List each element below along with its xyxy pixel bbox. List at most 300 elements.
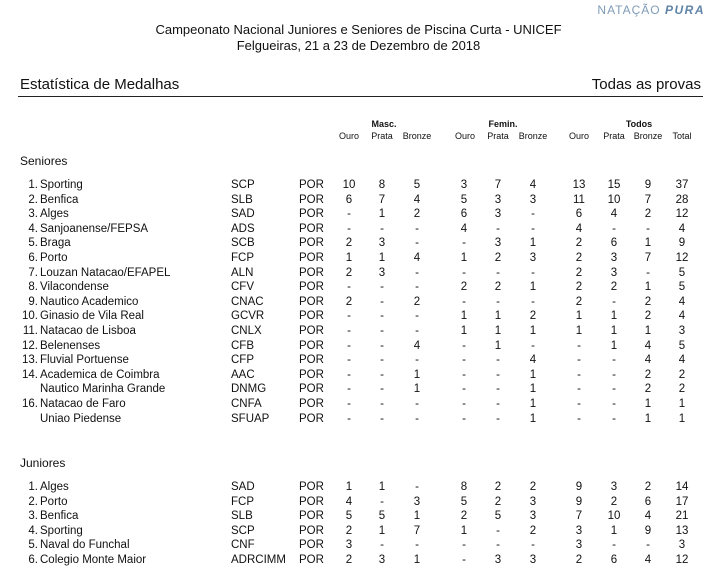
- country-cell: POR: [299, 554, 324, 566]
- medal-count-cell-t-p: -: [612, 368, 616, 381]
- medal-count-cell-t-p: -: [612, 412, 616, 425]
- medal-count-cell-f-p: 1: [494, 339, 502, 352]
- medal-count-cell-t-b: 2: [644, 295, 652, 308]
- medal-count-cell-m-o: 5: [345, 510, 353, 523]
- medal-count-cell-f-p: -: [496, 412, 500, 425]
- table-row: [0, 267, 717, 281]
- rank-cell: 8.: [28, 281, 38, 294]
- medal-count-cell-t-b: 4: [644, 354, 652, 367]
- medal-count-cell-t-b: 1: [644, 325, 652, 337]
- medal-count-cell-f-o: 2: [460, 510, 468, 523]
- table-row: [0, 481, 717, 495]
- club-code-cell: DNMG: [231, 383, 267, 396]
- medal-count-cell-f-b: 3: [529, 252, 537, 264]
- medal-count-cell-f-p: -: [496, 398, 500, 410]
- medal-count-cell-t-b: 9: [644, 179, 652, 191]
- table-row: [0, 179, 717, 193]
- club-name-cell: Uniao Piedense: [40, 412, 122, 425]
- col-header-masc-ouro: Ouro: [338, 131, 359, 141]
- medal-count-cell-m-b: -: [415, 412, 419, 425]
- medal-count-cell-t-b: 4: [644, 554, 652, 566]
- col-header-todos-ouro: Ouro: [568, 131, 589, 141]
- club-code-cell: SCP: [231, 524, 255, 537]
- medal-count-cell-m-b: 7: [413, 524, 421, 537]
- country-cell: POR: [299, 325, 324, 337]
- medal-count-cell-t-b: 2: [644, 310, 652, 323]
- medal-count-cell-f-p: -: [496, 354, 500, 367]
- club-code-cell: FCP: [231, 495, 254, 508]
- table-row: [0, 354, 717, 368]
- club-name-cell: Sporting: [40, 524, 83, 537]
- medal-count-cell-m-b: -: [415, 539, 419, 552]
- country-cell: POR: [299, 310, 324, 323]
- medal-count-cell-t-o: 11: [573, 193, 585, 206]
- club-code-cell: SFUAP: [231, 412, 270, 425]
- medal-count-cell-f-b: -: [531, 539, 535, 552]
- country-cell: POR: [299, 481, 324, 493]
- medal-count-cell-f-p: 2: [494, 495, 502, 508]
- medal-count-cell-m-p: 1: [378, 524, 386, 537]
- medal-count-cell-f-o: 5: [460, 495, 468, 508]
- medal-count-cell-m-p: -: [380, 222, 384, 235]
- medal-count-cell-m-p: -: [380, 339, 384, 352]
- medal-count-cell-f-o: 3: [460, 179, 468, 191]
- medal-count-cell-total: 1: [678, 398, 686, 410]
- medal-count-cell-f-o: -: [462, 398, 466, 410]
- medal-count-cell-f-p: 2: [494, 252, 502, 264]
- medal-count-cell-f-p: 3: [494, 193, 502, 206]
- country-cell: POR: [299, 524, 324, 537]
- medal-count-cell-f-o: 2: [460, 281, 468, 294]
- country-cell: POR: [299, 398, 324, 410]
- medal-count-cell-f-b: -: [531, 339, 535, 352]
- medal-count-cell-t-p: -: [612, 295, 616, 308]
- medal-count-cell-t-o: 2: [575, 237, 583, 250]
- country-cell: POR: [299, 193, 324, 206]
- club-code-cell: CFB: [231, 339, 254, 352]
- medal-count-cell-f-p: -: [496, 539, 500, 552]
- club-name-cell: Nautico Academico: [40, 295, 139, 308]
- medal-count-cell-f-p: 5: [494, 510, 502, 523]
- medal-count-cell-m-p: 1: [378, 252, 386, 264]
- medal-count-cell-t-o: 1: [575, 310, 583, 323]
- col-header-todos-bronze: Bronze: [633, 131, 663, 141]
- medal-count-cell-t-p: 3: [610, 266, 618, 279]
- medal-count-cell-m-o: -: [347, 339, 351, 352]
- rank-cell: 1.: [28, 179, 38, 191]
- medal-count-cell-f-o: 6: [460, 208, 468, 221]
- medal-count-cell-f-o: -: [462, 354, 466, 367]
- club-code-cell: GCVR: [231, 310, 265, 323]
- medal-count-cell-f-p: 2: [494, 281, 502, 294]
- medal-count-cell-t-o: -: [577, 354, 581, 367]
- club-name-cell: Naval do Funchal: [40, 539, 130, 552]
- medal-count-cell-m-b: 1: [413, 554, 421, 566]
- medal-count-cell-t-p: 15: [607, 179, 621, 191]
- medal-count-cell-f-b: 1: [529, 368, 537, 381]
- country-cell: POR: [299, 339, 324, 352]
- medal-count-cell-m-p: 5: [378, 510, 386, 523]
- medal-count-cell-total: 14: [675, 481, 689, 493]
- club-name-cell: Braga: [40, 237, 71, 250]
- club-code-cell: SLB: [231, 510, 253, 523]
- medal-count-cell-f-p: 1: [494, 310, 502, 323]
- rank-cell: 4.: [28, 222, 38, 235]
- medal-count-cell-total: 9: [678, 237, 686, 250]
- medal-count-cell-total: 5: [678, 281, 686, 294]
- medal-count-cell-m-b: -: [415, 325, 419, 337]
- club-name-cell: Natacao de Faro: [40, 398, 126, 410]
- club-code-cell: CFV: [231, 281, 254, 294]
- medal-count-cell-total: 28: [675, 193, 689, 206]
- medal-count-cell-f-p: 3: [494, 554, 502, 566]
- medal-count-cell-t-b: 9: [644, 524, 652, 537]
- medal-count-cell-total: 37: [675, 179, 689, 191]
- country-cell: POR: [299, 222, 324, 235]
- rank-cell: 1.: [28, 481, 38, 493]
- brand-logo: [597, 3, 705, 17]
- medal-count-cell-total: 4: [678, 222, 686, 235]
- club-name-cell: Fluvial Portuense: [40, 354, 129, 367]
- medal-count-cell-m-b: -: [415, 222, 419, 235]
- rank-cell: 14.: [22, 368, 38, 381]
- medal-count-cell-t-o: -: [577, 398, 581, 410]
- medal-count-cell-t-b: 1: [644, 412, 652, 425]
- col-header-masc-bronze: Bronze: [402, 131, 432, 141]
- medal-count-cell-total: 2: [678, 383, 686, 396]
- medal-count-cell-t-p: 6: [610, 237, 618, 250]
- medal-count-cell-total: 2: [678, 368, 686, 381]
- club-code-cell: SAD: [231, 481, 255, 493]
- medal-count-cell-m-o: 1: [345, 481, 353, 493]
- country-cell: POR: [299, 354, 324, 367]
- medal-count-cell-f-b: 2: [529, 524, 537, 537]
- table-row: [0, 554, 717, 568]
- medal-count-cell-m-p: 7: [378, 193, 386, 206]
- medal-count-cell-t-o: 2: [575, 252, 583, 264]
- medal-count-cell-f-p: 3: [494, 208, 502, 221]
- section-heading: Juniores: [20, 456, 66, 470]
- medal-count-cell-t-b: 1: [644, 281, 652, 294]
- club-code-cell: AAC: [231, 368, 255, 381]
- medal-count-cell-t-p: 3: [610, 481, 618, 493]
- medal-count-cell-m-b: 1: [413, 383, 421, 396]
- medal-count-cell-m-b: -: [415, 398, 419, 410]
- table-row: [0, 310, 717, 324]
- medal-count-cell-total: 3: [678, 539, 686, 552]
- medal-count-cell-f-b: -: [531, 208, 535, 221]
- rank-cell: 2.: [28, 193, 38, 206]
- rank-cell: 12.: [22, 339, 38, 352]
- medal-count-cell-f-o: -: [462, 383, 466, 396]
- brand-part1: NATAÇÃO: [597, 3, 661, 17]
- medal-count-cell-t-p: 3: [610, 252, 618, 264]
- table-row: [0, 525, 717, 539]
- medal-count-cell-t-b: -: [646, 539, 650, 552]
- medal-count-cell-t-b: 2: [644, 368, 652, 381]
- medal-count-cell-m-p: 1: [378, 481, 386, 493]
- medal-count-cell-t-o: -: [577, 383, 581, 396]
- medal-count-cell-total: 4: [678, 295, 686, 308]
- medal-count-cell-total: 12: [675, 208, 689, 221]
- medal-count-cell-f-o: 8: [460, 481, 468, 493]
- medal-count-cell-t-o: 2: [575, 554, 583, 566]
- club-code-cell: ADS: [231, 222, 255, 235]
- medal-count-cell-total: 21: [675, 510, 689, 523]
- group-header-todos: Todos: [625, 119, 653, 129]
- medal-count-cell-f-b: 2: [529, 310, 537, 323]
- medal-count-cell-t-b: 1: [644, 398, 652, 410]
- medal-count-cell-f-o: -: [462, 237, 466, 250]
- medal-count-cell-m-p: 1: [378, 208, 386, 221]
- scope-label: Todas as provas: [591, 76, 701, 93]
- medal-count-cell-m-b: 3: [413, 495, 421, 508]
- country-cell: POR: [299, 266, 324, 279]
- medal-count-cell-m-o: -: [347, 412, 351, 425]
- country-cell: POR: [299, 412, 324, 425]
- medal-count-cell-f-p: -: [496, 383, 500, 396]
- club-name-cell: Benfica: [40, 193, 79, 206]
- medal-count-cell-t-p: 10: [607, 193, 621, 206]
- medal-count-cell-t-p: 2: [610, 495, 618, 508]
- medal-count-cell-f-b: 3: [529, 554, 537, 566]
- table-row: [0, 340, 717, 354]
- medal-count-cell-m-o: -: [347, 368, 351, 381]
- medal-count-cell-m-b: 2: [413, 295, 421, 308]
- medal-count-cell-t-p: 1: [610, 339, 618, 352]
- club-code-cell: CNAC: [231, 295, 264, 308]
- medal-count-cell-f-p: -: [496, 368, 500, 381]
- country-cell: POR: [299, 368, 324, 381]
- club-name-cell: Nautico Marinha Grande: [40, 383, 166, 396]
- country-cell: POR: [299, 383, 324, 396]
- medal-count-cell-m-o: 1: [345, 252, 353, 264]
- rank-cell: 10.: [22, 310, 38, 323]
- medal-count-cell-f-p: 2: [494, 481, 502, 493]
- medal-count-cell-f-b: 1: [529, 383, 537, 396]
- club-name-cell: Alges: [40, 481, 69, 493]
- country-cell: POR: [299, 295, 324, 308]
- table-row: [0, 369, 717, 383]
- medal-count-cell-total: 4: [678, 310, 686, 323]
- medal-count-cell-t-b: 2: [644, 208, 652, 221]
- country-cell: POR: [299, 237, 324, 250]
- medal-count-cell-m-o: -: [347, 310, 351, 323]
- medal-count-cell-f-b: 1: [529, 325, 537, 337]
- medal-count-cell-total: 12: [675, 554, 689, 566]
- medal-count-cell-m-p: 8: [378, 179, 386, 191]
- club-name-cell: Louzan Natacao/EFAPEL: [40, 266, 171, 279]
- medal-count-cell-m-p: -: [380, 354, 384, 367]
- country-cell: POR: [299, 252, 324, 264]
- medal-count-cell-t-p: 1: [610, 524, 618, 537]
- medal-count-cell-m-p: 3: [378, 266, 386, 279]
- medal-count-cell-t-p: -: [612, 222, 616, 235]
- medal-count-cell-t-o: 13: [572, 179, 586, 191]
- club-name-cell: Sanjoanense/FEPSA: [40, 222, 149, 235]
- col-header-todos-prata: Prata: [603, 131, 625, 141]
- group-header-femin: Femin.: [488, 119, 518, 129]
- medal-count-cell-t-o: 9: [575, 481, 583, 493]
- club-name-cell: Alges: [40, 208, 69, 221]
- medal-count-cell-m-p: -: [380, 368, 384, 381]
- medal-count-cell-f-p: 1: [494, 325, 502, 337]
- medal-count-cell-m-b: -: [415, 310, 419, 323]
- club-code-cell: FCP: [231, 252, 254, 264]
- medal-count-cell-f-b: 4: [529, 354, 537, 367]
- table-row: [0, 252, 717, 266]
- medal-count-cell-t-o: 7: [575, 510, 583, 523]
- medal-count-cell-f-o: 1: [460, 325, 468, 337]
- medal-count-cell-m-o: 4: [345, 495, 353, 508]
- medal-count-cell-m-b: 1: [413, 368, 421, 381]
- medal-count-cell-f-o: -: [462, 412, 466, 425]
- rank-cell: 6.: [28, 252, 38, 264]
- rank-cell: 5.: [28, 539, 38, 552]
- medal-count-cell-f-o: -: [462, 266, 466, 279]
- col-header-femin-ouro: Ouro: [454, 131, 475, 141]
- club-code-cell: CNFA: [231, 398, 262, 410]
- medal-count-cell-f-o: -: [462, 339, 466, 352]
- medal-count-cell-total: 5: [678, 339, 686, 352]
- medal-count-cell-m-p: -: [380, 398, 384, 410]
- medal-count-cell-m-b: -: [415, 266, 419, 279]
- medal-count-cell-t-p: -: [612, 383, 616, 396]
- club-code-cell: SCP: [231, 179, 255, 191]
- medal-count-cell-t-p: 2: [610, 281, 618, 294]
- medal-count-cell-m-b: -: [415, 237, 419, 250]
- rank-cell: 4.: [28, 524, 38, 537]
- medal-count-cell-m-p: -: [380, 281, 384, 294]
- medal-count-cell-t-o: 2: [575, 266, 583, 279]
- medal-count-cell-m-b: -: [415, 354, 419, 367]
- event-title: Campeonato Nacional Juniores e Seniores de Piscina Curta - UNICEF: [155, 22, 562, 37]
- medal-count-cell-t-b: -: [646, 222, 650, 235]
- medal-count-cell-m-b: 5: [413, 179, 421, 191]
- club-code-cell: SLB: [231, 193, 253, 206]
- medal-count-cell-t-o: -: [577, 412, 581, 425]
- medal-count-cell-total: 12: [675, 252, 689, 264]
- rank-cell: 11.: [22, 325, 38, 337]
- rank-cell: 13.: [22, 354, 38, 367]
- rank-cell: 6.: [28, 554, 38, 566]
- medal-count-cell-m-o: -: [347, 222, 351, 235]
- medal-count-cell-total: 17: [675, 495, 689, 508]
- medal-count-cell-m-o: -: [347, 354, 351, 367]
- medal-count-cell-f-p: -: [496, 524, 500, 537]
- country-cell: POR: [299, 539, 324, 552]
- table-row: [0, 539, 717, 553]
- medal-count-cell-t-b: 7: [644, 193, 652, 206]
- medal-count-cell-m-o: 2: [345, 266, 353, 279]
- medal-count-cell-m-b: 2: [413, 208, 421, 221]
- medal-count-cell-m-o: 10: [342, 179, 356, 191]
- medal-count-cell-f-o: -: [462, 539, 466, 552]
- table-row: [0, 281, 717, 295]
- medal-count-cell-t-p: -: [612, 354, 616, 367]
- table-row: [0, 325, 717, 339]
- club-code-cell: CNLX: [231, 325, 262, 337]
- club-code-cell: ALN: [231, 266, 254, 279]
- medal-count-cell-m-b: 4: [413, 339, 421, 352]
- table-row: [0, 398, 717, 412]
- club-code-cell: ADRCIMM: [231, 554, 286, 566]
- medal-count-cell-m-o: 2: [345, 524, 353, 537]
- rank-cell: 5.: [28, 237, 38, 250]
- medal-count-cell-t-b: 6: [644, 495, 652, 508]
- country-cell: POR: [299, 281, 324, 294]
- medal-count-cell-f-b: -: [531, 266, 535, 279]
- medal-count-cell-t-o: 2: [575, 281, 583, 294]
- medal-count-cell-m-p: -: [380, 325, 384, 337]
- medal-count-cell-t-p: -: [612, 539, 616, 552]
- table-row: [0, 496, 717, 510]
- medal-count-cell-f-b: 1: [529, 412, 537, 425]
- country-cell: POR: [299, 510, 324, 523]
- medal-count-cell-t-b: 7: [644, 252, 652, 264]
- medal-count-cell-m-o: -: [347, 325, 351, 337]
- rank-cell: 3.: [28, 510, 38, 523]
- medal-count-cell-f-b: 3: [529, 510, 537, 523]
- medal-count-cell-f-o: -: [462, 295, 466, 308]
- rank-cell: 7.: [28, 266, 38, 279]
- medal-count-cell-f-o: 1: [460, 252, 468, 264]
- medal-count-cell-total: 4: [678, 354, 686, 367]
- rank-cell: 2.: [28, 495, 38, 508]
- rank-cell: 3.: [28, 208, 38, 221]
- country-cell: POR: [299, 208, 324, 221]
- medal-count-cell-f-o: 5: [460, 193, 468, 206]
- medal-count-cell-f-b: -: [531, 222, 535, 235]
- col-header-total: Total: [672, 131, 692, 141]
- medal-count-cell-f-p: -: [496, 266, 500, 279]
- medal-count-cell-t-p: 10: [607, 510, 621, 523]
- medal-count-cell-f-b: 3: [529, 193, 537, 206]
- medal-count-cell-m-b: -: [415, 481, 419, 493]
- club-code-cell: CFP: [231, 354, 254, 367]
- col-header-femin-bronze: Bronze: [518, 131, 548, 141]
- club-name-cell: Ginasio de Vila Real: [40, 310, 144, 323]
- table-row: [0, 237, 717, 251]
- medal-count-cell-m-p: -: [380, 383, 384, 396]
- club-code-cell: SAD: [231, 208, 255, 221]
- rank-cell: 9.: [28, 295, 38, 308]
- page-title: Estatística de Medalhas: [20, 76, 180, 93]
- header-divider: [18, 96, 703, 97]
- medal-count-cell-f-p: -: [496, 295, 500, 308]
- medal-count-cell-m-p: -: [380, 539, 384, 552]
- medal-count-cell-t-b: 1: [644, 237, 652, 250]
- medal-count-cell-m-b: 4: [413, 252, 421, 264]
- medal-count-cell-t-o: 2: [575, 295, 583, 308]
- medal-count-cell-f-p: 7: [494, 179, 502, 191]
- medal-count-cell-total: 3: [678, 325, 686, 337]
- medal-count-cell-f-o: 1: [460, 524, 468, 537]
- brand-part2: PURA: [664, 3, 705, 17]
- col-header-femin-prata: Prata: [487, 131, 509, 141]
- medal-count-cell-m-o: 2: [345, 237, 353, 250]
- club-name-cell: Colegio Monte Maior: [40, 554, 147, 566]
- medal-count-cell-m-o: -: [347, 281, 351, 294]
- medal-count-cell-total: 13: [675, 524, 689, 537]
- club-name-cell: Porto: [40, 495, 68, 508]
- club-name-cell: Belenenses: [40, 339, 101, 352]
- club-name-cell: Natacao de Lisboa: [40, 325, 136, 337]
- table-row: [0, 413, 717, 427]
- medal-count-cell-t-o: 3: [575, 524, 583, 537]
- medal-count-cell-t-o: 4: [575, 222, 583, 235]
- table-row: [0, 194, 717, 208]
